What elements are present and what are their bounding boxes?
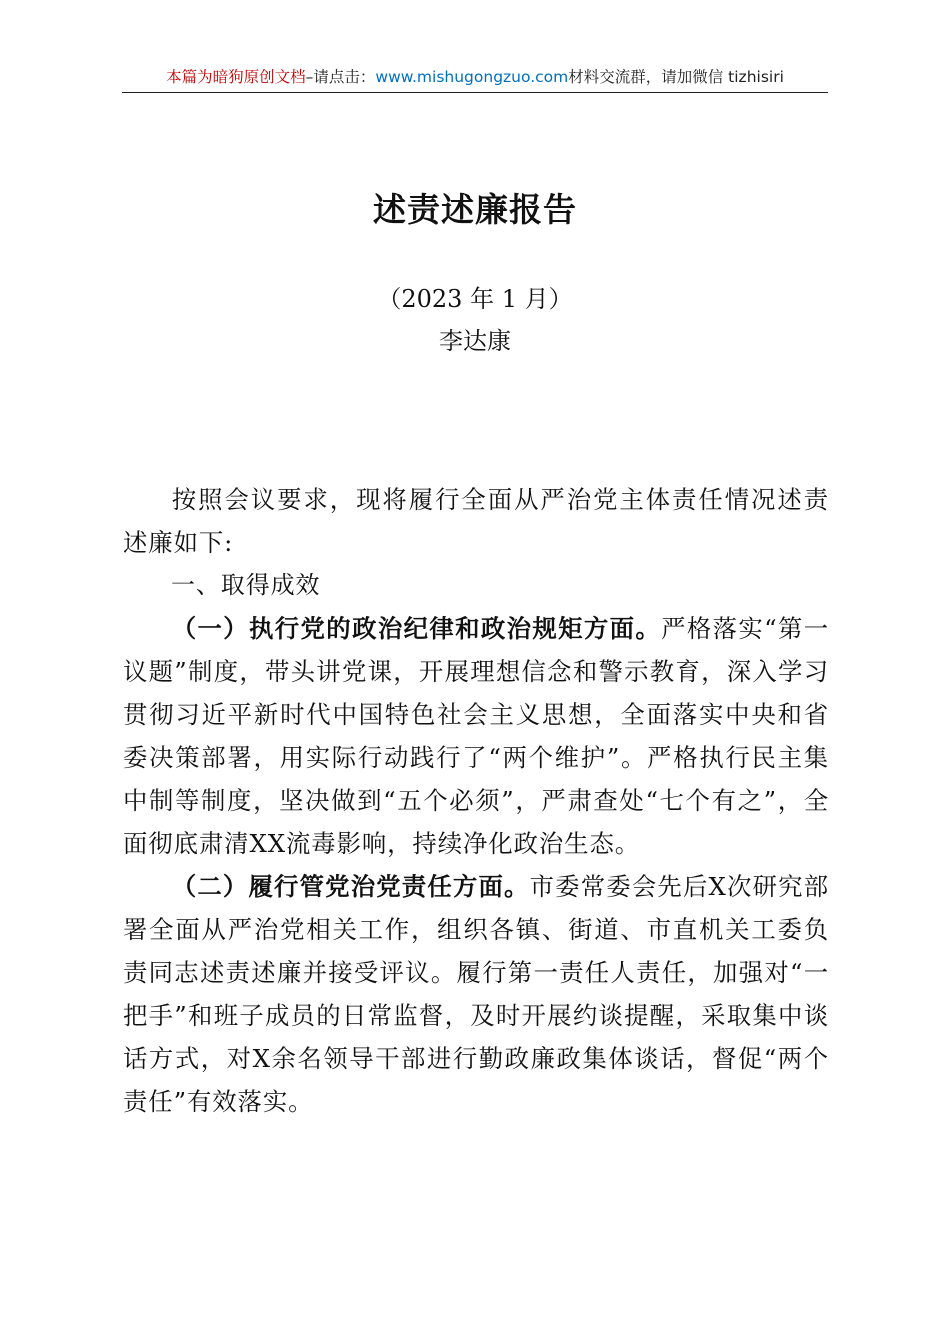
item-body-2: 市委常委会先后X次研究部署全面从严治党相关工作，组织各镇、街道、市直机关工委负责同志述责述廉并接受评议。履行第一责任人责任，加强对“一把手”和班子成员的日常监督，及时开展约谈提醒，采取集中谈话方式，对X余名领导干部进行勤政廉政集体谈话，督促“两个责任”有效落实。 — [123, 872, 829, 1116]
page-header — [122, 66, 828, 93]
header-url-link[interactable]: www.mishugongzuo.com — [375, 68, 569, 86]
item-lead-2: （二）履行管党治党责任方面。 — [171, 872, 530, 901]
intro-paragraph: 按照会议要求，现将履行全面从严治党主体责任情况述责述廉如下: — [123, 485, 829, 557]
document-date: （2023 年 1 月） — [377, 285, 573, 313]
header-suffix: 材料交流群，请加微信 tizhisiri — [568, 68, 784, 86]
section-heading: 一、取得成效 — [171, 571, 321, 599]
header-prompt: –请点击： — [305, 68, 376, 86]
item-paragraph-1 — [123, 607, 829, 865]
document-body — [123, 478, 829, 1123]
item-body-1: 严格落实“第一议题”制度，带头讲党课，开展理想信念和警示教育，深入学习贯彻习近平新时代中国特色社会主义思想，全面落实中央和省委决策部署，用实际行动践行了“两个维护”。严格执行民主集中制等制度，坚决做到“五个必须”，严肃查处“七个有之”，全面彻底肃清XX流毒影响，持续净化政治生态。 — [123, 614, 829, 858]
item-lead-1: （一）执行党的政治纪律和政治规矩方面。 — [171, 614, 662, 643]
document-author: 李达康 — [439, 327, 511, 355]
header-brand: 本篇为暗狗原创文档 — [166, 68, 306, 86]
document-title: 述责述廉报告 — [373, 190, 577, 229]
item-paragraph-2 — [123, 865, 829, 1123]
